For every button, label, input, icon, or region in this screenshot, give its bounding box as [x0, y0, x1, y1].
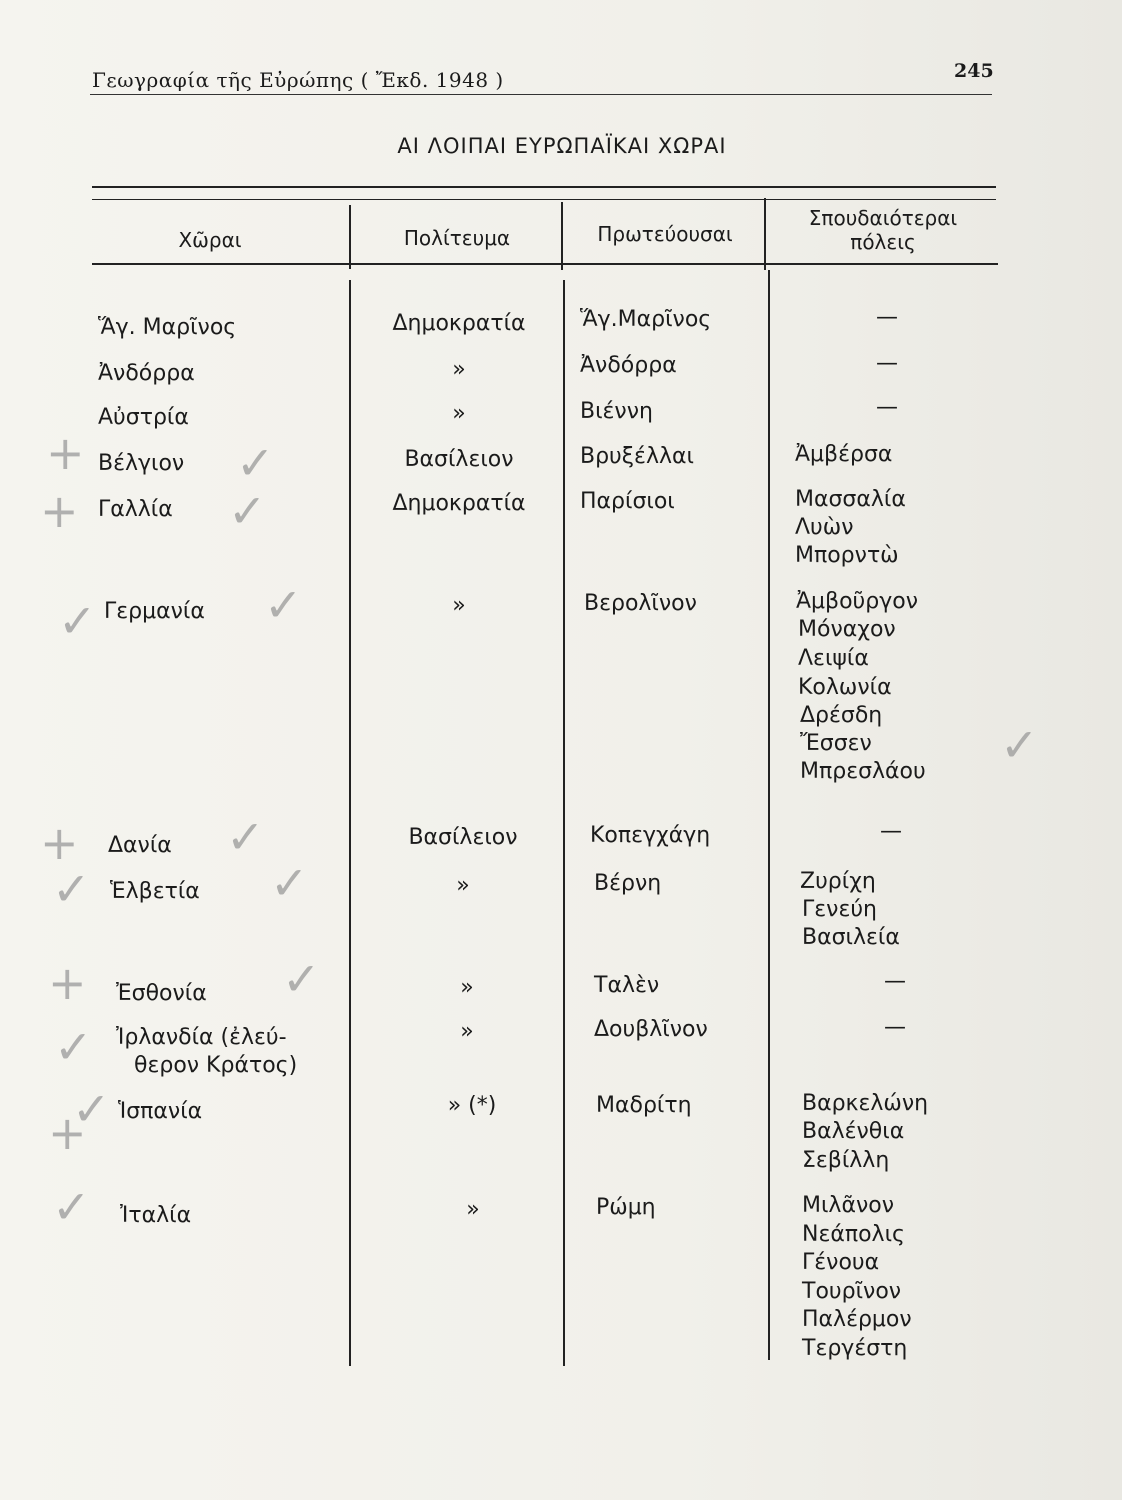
running-header-title: Γεωγραφία τῆς Εὐρώπης ( Ἔκδ. 1948 ) — [92, 68, 504, 92]
row-city: Βασιλεία — [802, 925, 900, 950]
row-regime: » — [456, 873, 470, 898]
row-regime: » — [452, 401, 466, 426]
page-number: 245 — [954, 60, 994, 82]
row-city: Λειψία — [798, 646, 869, 671]
row-regime: » — [452, 593, 466, 618]
row-country: Γαλλία — [98, 497, 173, 522]
row-city: Μπορντὼ — [795, 543, 899, 568]
column-divider-3-body — [768, 270, 770, 1360]
column-divider-3 — [764, 198, 766, 270]
row-city: Μπρεσλάου — [800, 759, 926, 784]
row-city: Σεβίλλη — [802, 1148, 890, 1173]
row-capital: Βρυξέλλαι — [580, 444, 694, 469]
row-cities-dash: — — [876, 351, 898, 376]
row-city: Γένουα — [802, 1250, 880, 1275]
row-country: Βέλγιον — [98, 451, 185, 476]
table-top-rule-2 — [92, 199, 996, 200]
row-city: Ἔσσεν — [800, 731, 872, 756]
row-capital: Βέρνη — [594, 871, 662, 896]
table-header-bottom-rule — [92, 263, 998, 265]
row-regime: » — [460, 1019, 474, 1044]
row-regime: Βασίλειον — [404, 447, 514, 472]
row-capital: Παρίσιοι — [580, 489, 675, 514]
row-city: Παλέρμον — [802, 1307, 912, 1332]
row-city: Τεργέστη — [802, 1336, 908, 1361]
table-title — [0, 134, 1122, 158]
pencil-tick-icon: ✓ — [282, 952, 321, 1006]
column-divider-1 — [349, 205, 351, 269]
row-city: Μόναχον — [798, 617, 896, 642]
pencil-cross-icon: + — [46, 426, 85, 480]
pencil-cross-icon: + — [48, 956, 87, 1010]
row-capital: Βερολῖνον — [584, 591, 697, 616]
row-country: Ἑλβετία — [110, 879, 200, 904]
row-country: Ἅγ. Μαρῖνος — [98, 315, 237, 340]
pencil-cross-icon: + — [40, 816, 79, 870]
row-country: Ἱσπανία — [118, 1099, 203, 1124]
row-regime: » — [466, 1197, 480, 1222]
row-capital: Ταλὲν — [594, 973, 660, 998]
row-regime: » (*) — [447, 1093, 497, 1118]
row-city: Τουρῖνον — [802, 1279, 902, 1304]
row-city: Δρέσδη — [800, 703, 883, 728]
pencil-cross-icon: + — [40, 484, 79, 538]
row-city: Μιλᾶνον — [802, 1193, 894, 1218]
pencil-tick-icon: ✓ — [52, 1180, 91, 1234]
row-city: Κολωνία — [798, 675, 892, 700]
column-header-regime: Πολίτευμα — [403, 226, 511, 250]
row-regime: Δημοκρατία — [392, 491, 526, 516]
row-country: Γερμανία — [104, 599, 205, 624]
row-cities-dash: — — [884, 969, 906, 994]
pencil-tick-icon: ✓ — [72, 1082, 111, 1136]
pencil-tick-icon: ✓ — [52, 862, 91, 916]
header-rule — [90, 94, 992, 95]
row-city: Γενεύη — [802, 897, 878, 922]
pencil-tick-icon: ✓ — [54, 1020, 93, 1074]
row-city: Βαλένθια — [802, 1119, 905, 1144]
row-capital: Μαδρίτη — [596, 1093, 692, 1118]
column-header-capital: Πρωτεύουσαι — [597, 222, 733, 246]
row-capital: Ἀνδόρρα — [580, 353, 677, 378]
row-regime: » — [452, 357, 466, 382]
row-country-line2: θερον Κράτος) — [134, 1053, 298, 1078]
row-country: Ἰταλία — [120, 1203, 192, 1228]
column-header-cities-line1: Σπουδαιότεραι — [808, 206, 958, 230]
pencil-tick-icon: ✓ — [226, 810, 265, 864]
row-city: Λυὼν — [795, 515, 854, 540]
pencil-tick-icon: ✓ — [236, 436, 275, 490]
row-cities-dash: — — [880, 819, 902, 844]
row-capital: Ρώμη — [596, 1195, 656, 1220]
pencil-tick-icon: ✓ — [228, 484, 267, 538]
column-divider-1-body — [349, 280, 351, 1366]
row-regime: » — [460, 975, 474, 1000]
pencil-cross-icon: + — [48, 1106, 87, 1160]
row-country: Αὐστρία — [98, 405, 189, 430]
row-capital: Δουβλῖνον — [594, 1017, 708, 1042]
row-cities-dash: — — [876, 305, 898, 330]
row-city: Μασσαλία — [795, 487, 906, 512]
row-country: Ἐσθονία — [116, 981, 207, 1006]
row-country: Ἰρλανδία (ἐλεύ- — [116, 1025, 287, 1050]
row-country: Ἀνδόρρα — [98, 361, 195, 386]
row-city: Ζυρίχη — [800, 869, 876, 894]
row-city: Βαρκελώνη — [802, 1091, 929, 1116]
pencil-tick-icon: ✓ — [58, 594, 97, 648]
row-city: Νεάπολις — [802, 1222, 905, 1247]
row-regime: Βασίλειον — [408, 825, 518, 850]
row-capital: Ἅγ.Μαρῖνος — [580, 307, 712, 332]
row-capital: Βιέννη — [580, 399, 653, 424]
row-cities-dash: — — [884, 1015, 906, 1040]
row-cities-dash: — — [876, 395, 898, 420]
row-capital: Κοπεγχάγη — [590, 823, 711, 848]
column-header-cities-line2: πόλεις — [850, 230, 916, 254]
row-city: Ἀμβοῦργον — [796, 589, 919, 614]
column-header-country: Χῶραι — [178, 228, 242, 252]
row-country: Δανία — [108, 833, 172, 858]
pencil-tick-icon: ✓ — [270, 856, 309, 910]
table-title-text: ΑΙ ΛΟΙΠΑΙ ΕΥΡΩΠΑΪΚΑΙ ΧΩΡΑΙ — [397, 134, 727, 158]
row-city: Ἀμβέρσα — [795, 442, 893, 467]
table-top-rule — [92, 186, 996, 188]
pencil-tick-icon: ✓ — [264, 578, 303, 632]
pencil-tick-icon: ✓ — [1000, 718, 1039, 772]
row-regime: Δημοκρατία — [392, 311, 526, 336]
